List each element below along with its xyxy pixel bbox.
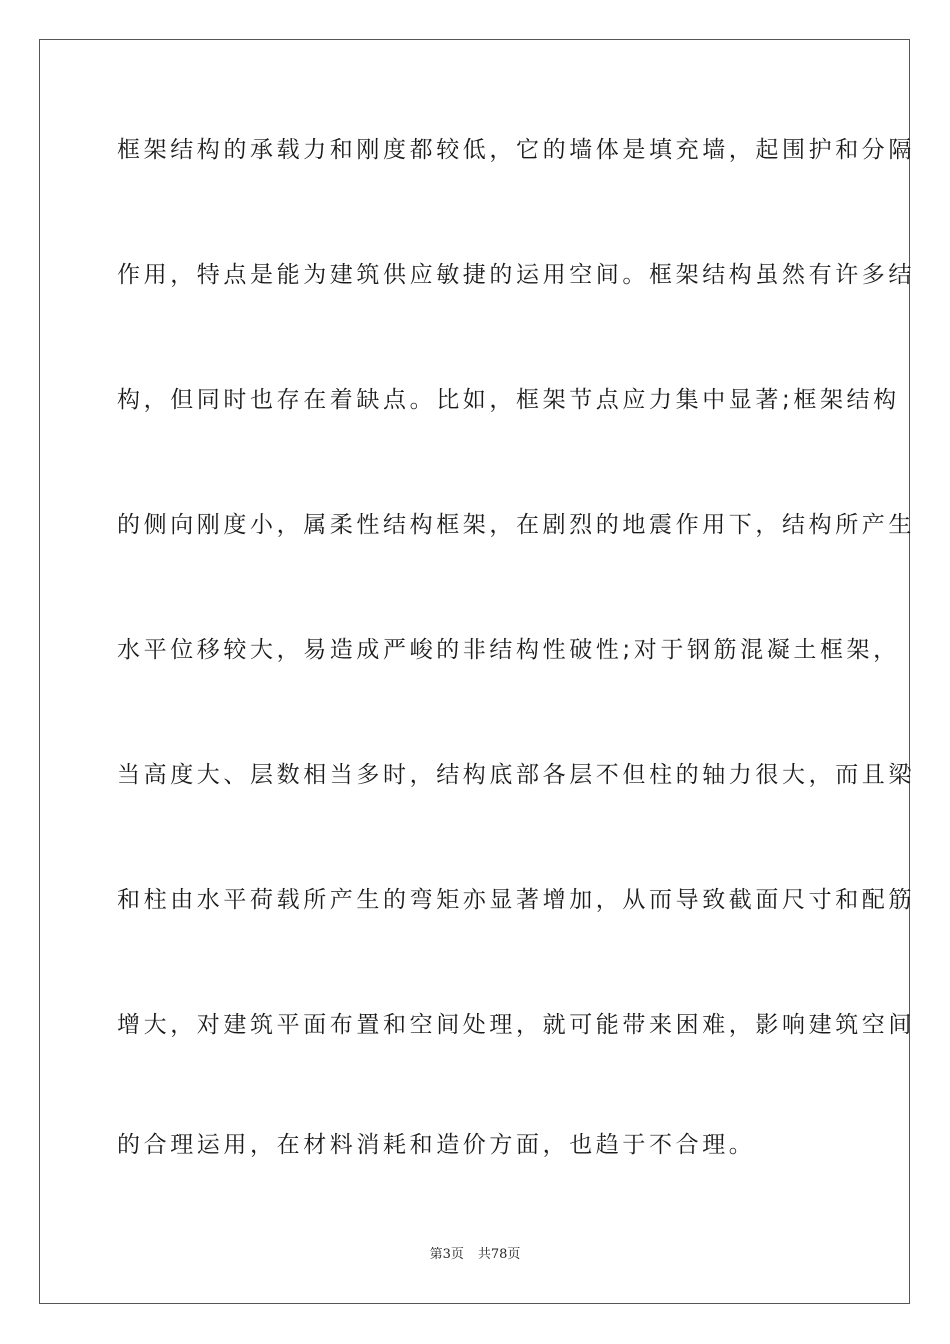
- paragraph-line: 的侧向刚度小，属柔性结构框架，在剧烈的地震作用下，结构所产生: [117, 512, 915, 538]
- page-border: [39, 39, 915, 1304]
- paragraph-line: 作用，特点是能为建筑供应敏捷的运用空间。框架结构虽然有许多结: [117, 262, 915, 288]
- paragraph-line: 增大，对建筑平面布置和空间处理，就可能带来困难，影响建筑空间: [117, 1012, 915, 1038]
- paragraph-line: 构，但同时也存在着缺点。比如，框架节点应力集中显著;框架结构: [117, 387, 900, 413]
- paragraph-line: 的合理运用，在材料消耗和造价方面，也趋于不合理。: [117, 1132, 756, 1158]
- paragraph-line: 水平位移较大，易造成严峻的非结构性破性;对于钢筋混凝土框架，: [117, 637, 900, 663]
- page-number: 第3页: [429, 1247, 464, 1262]
- total-pages: 共78页: [477, 1247, 521, 1262]
- page-footer: [0, 1246, 950, 1264]
- paragraph-line: 当高度大、层数相当多时，结构底部各层不但柱的轴力很大，而且梁: [117, 762, 915, 788]
- paragraph-line: 和柱由水平荷载所产生的弯矩亦显著增加，从而导致截面尺寸和配筋: [117, 887, 915, 913]
- paragraph-line: 框架结构的承载力和刚度都较低，它的墙体是填充墙，起围护和分隔: [117, 137, 915, 163]
